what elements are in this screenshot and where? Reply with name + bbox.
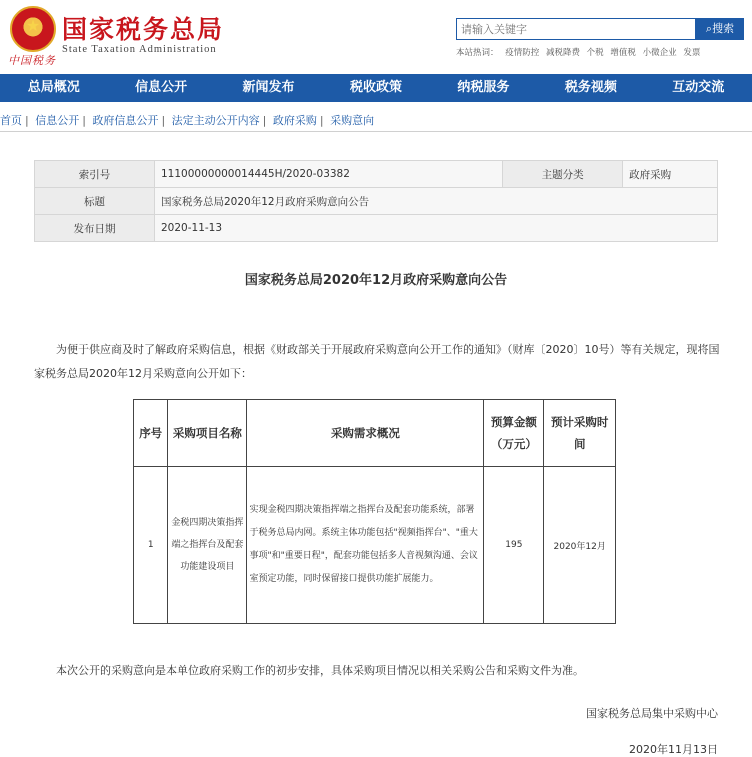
national-emblem-icon [10,6,56,52]
breadcrumb-link[interactable]: 首页 [0,114,22,127]
breadcrumb-link[interactable]: 政府信息公开 [92,114,159,127]
cell-description: 实现金税四期决策指挥端之指挥台及配套功能系统，部署于税务总局内网。系统主体功能包括"视频指挥台"、"重大事项"和"重要日程"，配套功能包括多人音视频沟通、会议室预定功能，同时保留接口提供功能扩展能力。 [247,467,484,624]
table-row [134,467,616,624]
meta-topic-value: 政府采购 [623,161,718,188]
cell-time: 2020年12月 [544,467,616,624]
meta-index-label: 索引号 [35,161,155,188]
hot-words [456,46,704,58]
procurement-table [133,399,616,624]
hot-word-link[interactable]: 增值税 [610,48,636,58]
hot-word-link[interactable]: 减税降费 [545,48,580,58]
hot-words-label: 本站热词： [456,48,499,58]
hot-word-link[interactable]: 个税 [586,48,604,58]
hot-word-link[interactable]: 疫情防控 [505,48,540,58]
col-header-time: 预计采购时间 [544,400,616,467]
col-header-no: 序号 [134,400,168,467]
article-signature: 国家税务总局集中采购中心 [586,707,718,720]
main-nav [0,74,752,102]
nav-item-info-disclosure[interactable]: 信息公开 [135,80,188,95]
meta-date-value: 2020-11-13 [155,215,718,242]
site-title[interactable]: 国家税务总局 [62,15,225,44]
site-header [0,0,752,74]
site-subtitle: State Taxation Administration [62,44,217,55]
article-note: 本次公开的采购意向是本单位政府采购工作的初步安排，具体采购项目情况以相关采购公告和采购文件为准。 [56,664,584,677]
cell-no: 1 [134,467,168,624]
divider [0,131,752,132]
china-tax-seal: 中国税务 [8,54,56,67]
article-title: 国家税务总局2020年12月政府采购意向公告 [244,273,508,288]
col-header-description: 采购需求概况 [247,400,484,467]
breadcrumb-separator: | [319,114,324,127]
search-input[interactable] [456,18,696,40]
col-header-budget: 预算金额（万元） [484,400,544,467]
breadcrumb-separator: | [262,114,267,127]
cell-name: 金税四期决策指挥端之指挥台及配套功能建设项目 [168,467,247,624]
nav-item-overview[interactable]: 总局概况 [27,80,80,95]
meta-topic-label: 主题分类 [503,161,623,188]
meta-title-label: 标题 [35,188,155,215]
document-meta-table [34,160,718,242]
breadcrumb-link[interactable]: 法定主动公开内容 [171,114,260,127]
meta-title-value: 国家税务总局2020年12月政府采购意向公告 [155,188,718,215]
nav-item-tax-video[interactable]: 税务视频 [564,80,617,95]
meta-index-value: 11100000000014445H/2020-03382 [155,161,503,188]
hot-word-link[interactable]: 发票 [683,48,701,58]
nav-item-taxpayer-service[interactable]: 纳税服务 [457,80,510,95]
breadcrumb [0,112,374,128]
breadcrumb-link[interactable]: 信息公开 [35,114,80,127]
breadcrumb-link[interactable]: 政府采购 [272,114,317,127]
meta-date-label: 发布日期 [35,215,155,242]
search-button[interactable]: ⌕搜索 [696,18,744,40]
article-date: 2020年11月13日 [629,743,718,756]
search-icon: ⌕ [705,23,713,35]
nav-item-tax-policy[interactable]: 税收政策 [349,80,402,95]
col-header-name: 采购项目名称 [168,400,247,467]
breadcrumb-link[interactable]: 采购意向 [330,114,375,127]
hot-word-link[interactable]: 小微企业 [642,48,677,58]
article-intro: 为便于供应商及时了解政府采购信息，根据《财政部关于开展政府采购意向公开工作的通知》（财库〔2020〕10号）等有关规定，现将国家税务总局2020年12月采购意向公开如下： [34,343,720,380]
breadcrumb-separator: | [161,114,166,127]
breadcrumb-separator: | [25,114,29,127]
nav-item-news[interactable]: 新闻发布 [242,80,295,95]
nav-item-interaction[interactable]: 互动交流 [672,80,725,95]
cell-budget: 195 [484,467,544,624]
breadcrumb-separator: | [82,114,86,127]
